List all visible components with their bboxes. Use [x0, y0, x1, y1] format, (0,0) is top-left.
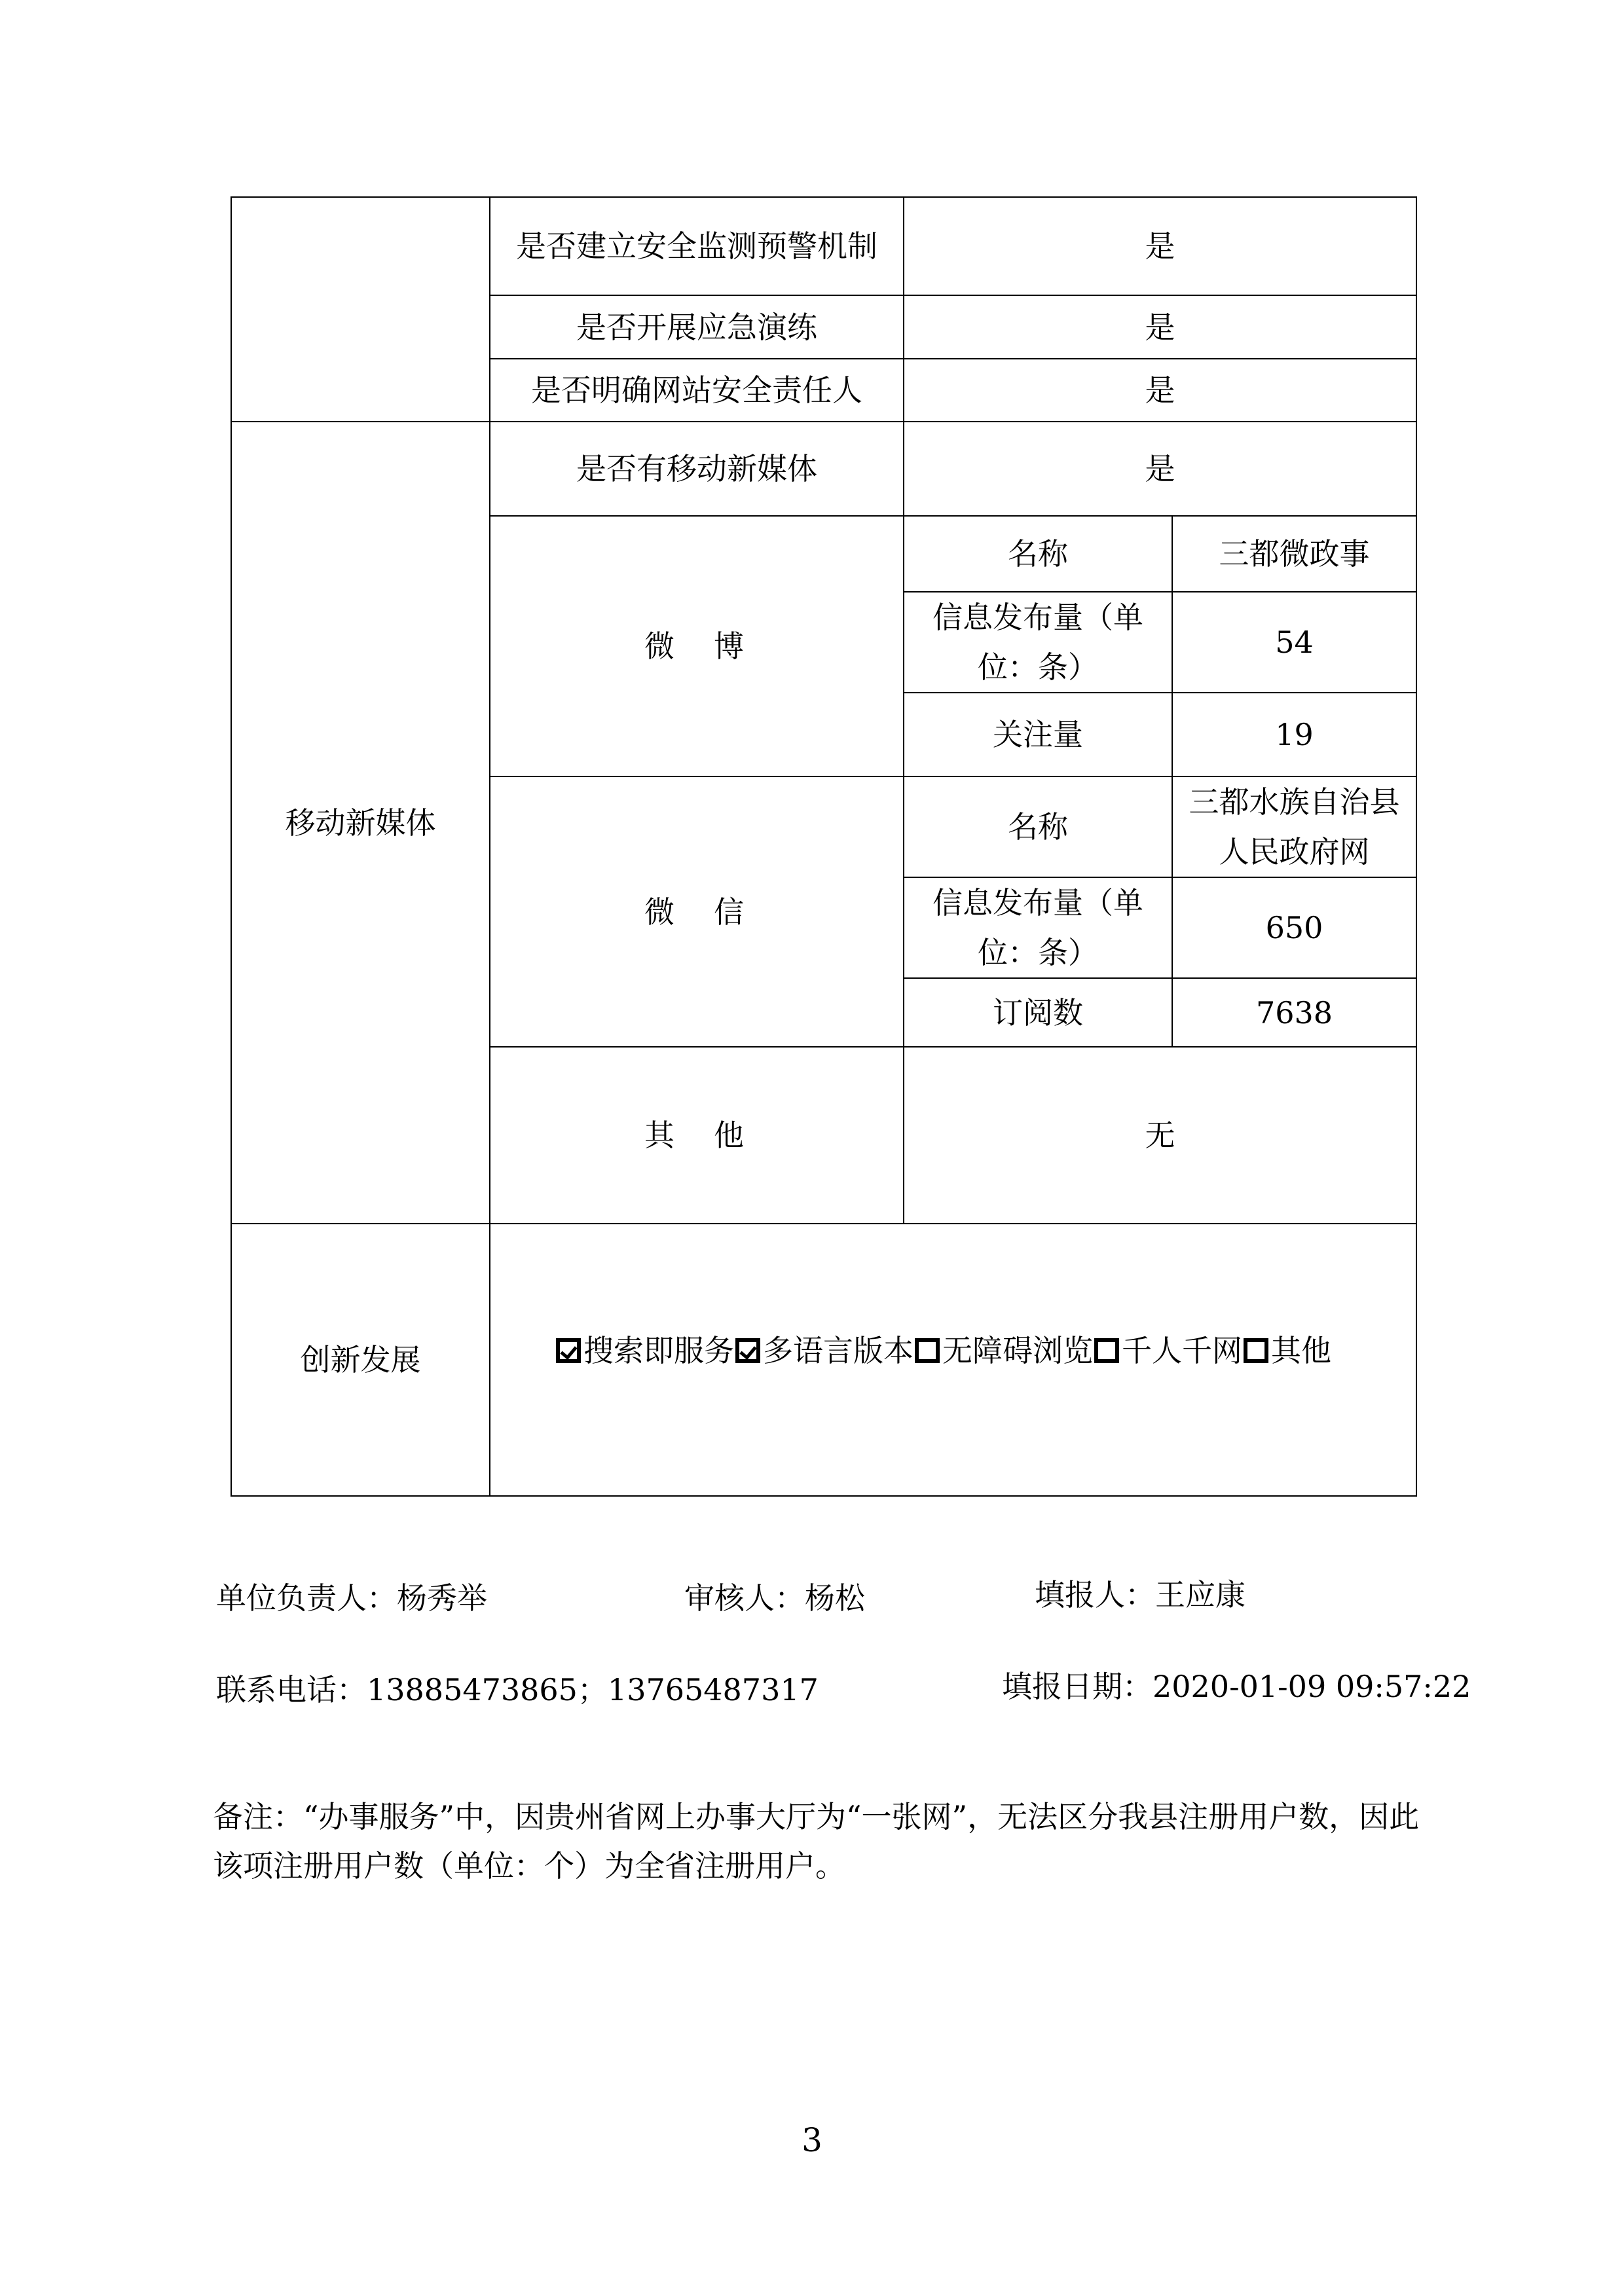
security-section-cell	[231, 197, 490, 422]
checkbox-checked-icon[interactable]	[735, 1338, 760, 1363]
weibo-posts-value: 54	[1172, 592, 1416, 693]
option-label: 其他	[1271, 1333, 1331, 1368]
option-personalized[interactable]	[1093, 1326, 1242, 1376]
other-media-label: 其他	[490, 1047, 904, 1224]
monitor-value: 是	[904, 197, 1416, 295]
wechat-subscribers-value: 7638	[1172, 978, 1416, 1047]
weibo-posts-label: 信息发布量（单位：条）	[904, 592, 1172, 693]
reviewer: 审核人：杨松	[684, 1580, 865, 1616]
wechat-label: 微信	[490, 776, 904, 1047]
option-multilingual[interactable]	[734, 1326, 913, 1376]
wechat-posts-label: 信息发布量（单位：条）	[904, 877, 1172, 978]
option-label: 无障碍浏览	[942, 1333, 1093, 1368]
checkbox-unchecked-icon[interactable]	[915, 1338, 940, 1363]
mobile-section-label: 移动新媒体	[231, 422, 490, 1224]
unit-head: 单位负责人：杨秀举	[216, 1580, 487, 1616]
weibo-followers-label: 关注量	[904, 693, 1172, 776]
wechat-subscribers-label: 订阅数	[904, 978, 1172, 1047]
has-mobile-value: 是	[904, 422, 1416, 516]
owner-label: 是否明确网站安全责任人	[490, 359, 904, 422]
wechat-posts-value: 650	[1172, 877, 1416, 978]
footnote: 备注：“办事服务”中，因贵州省网上办事大厅为“一张网”，无法区分我县注册用户数，因此该项注册用户数（单位：个）为全省注册用户。	[213, 1799, 1420, 1884]
innovation-options-cell	[490, 1224, 1416, 1496]
option-label: 搜索即服务	[583, 1333, 734, 1368]
contact-phone: 联系电话：13885473865；13765487317	[216, 1672, 819, 1707]
checkbox-checked-icon[interactable]	[556, 1338, 581, 1363]
weibo-name-value: 三都微政事	[1172, 516, 1416, 592]
wechat-name-label: 名称	[904, 776, 1172, 877]
checkbox-unchecked-icon[interactable]	[1094, 1338, 1119, 1363]
innovation-section-label: 创新发展	[231, 1224, 490, 1496]
has-mobile-label: 是否有移动新媒体	[490, 422, 904, 516]
owner-value: 是	[904, 359, 1416, 422]
innovation-options	[496, 1326, 1411, 1376]
checkbox-unchecked-icon[interactable]	[1244, 1338, 1268, 1363]
option-label: 多语言版本	[763, 1333, 913, 1368]
weibo-followers-value: 19	[1172, 693, 1416, 776]
option-label: 千人千网	[1122, 1333, 1242, 1368]
wechat-name-value: 三都水族自治县人民政府网	[1172, 776, 1416, 877]
other-media-value: 无	[904, 1047, 1416, 1224]
drill-label: 是否开展应急演练	[490, 295, 904, 359]
drill-value: 是	[904, 295, 1416, 359]
filler: 填报人：王应康	[1035, 1577, 1246, 1613]
page-number: 3	[802, 2121, 822, 2159]
option-other[interactable]	[1242, 1326, 1331, 1376]
option-search-service[interactable]	[555, 1326, 734, 1376]
report-table	[231, 196, 1417, 1497]
fill-date: 填报日期：2020-01-09 09:57:22	[1002, 1669, 1471, 1704]
weibo-label: 微博	[490, 516, 904, 776]
weibo-name-label: 名称	[904, 516, 1172, 592]
monitor-label: 是否建立安全监测预警机制	[490, 197, 904, 295]
option-accessibility[interactable]	[913, 1326, 1093, 1376]
